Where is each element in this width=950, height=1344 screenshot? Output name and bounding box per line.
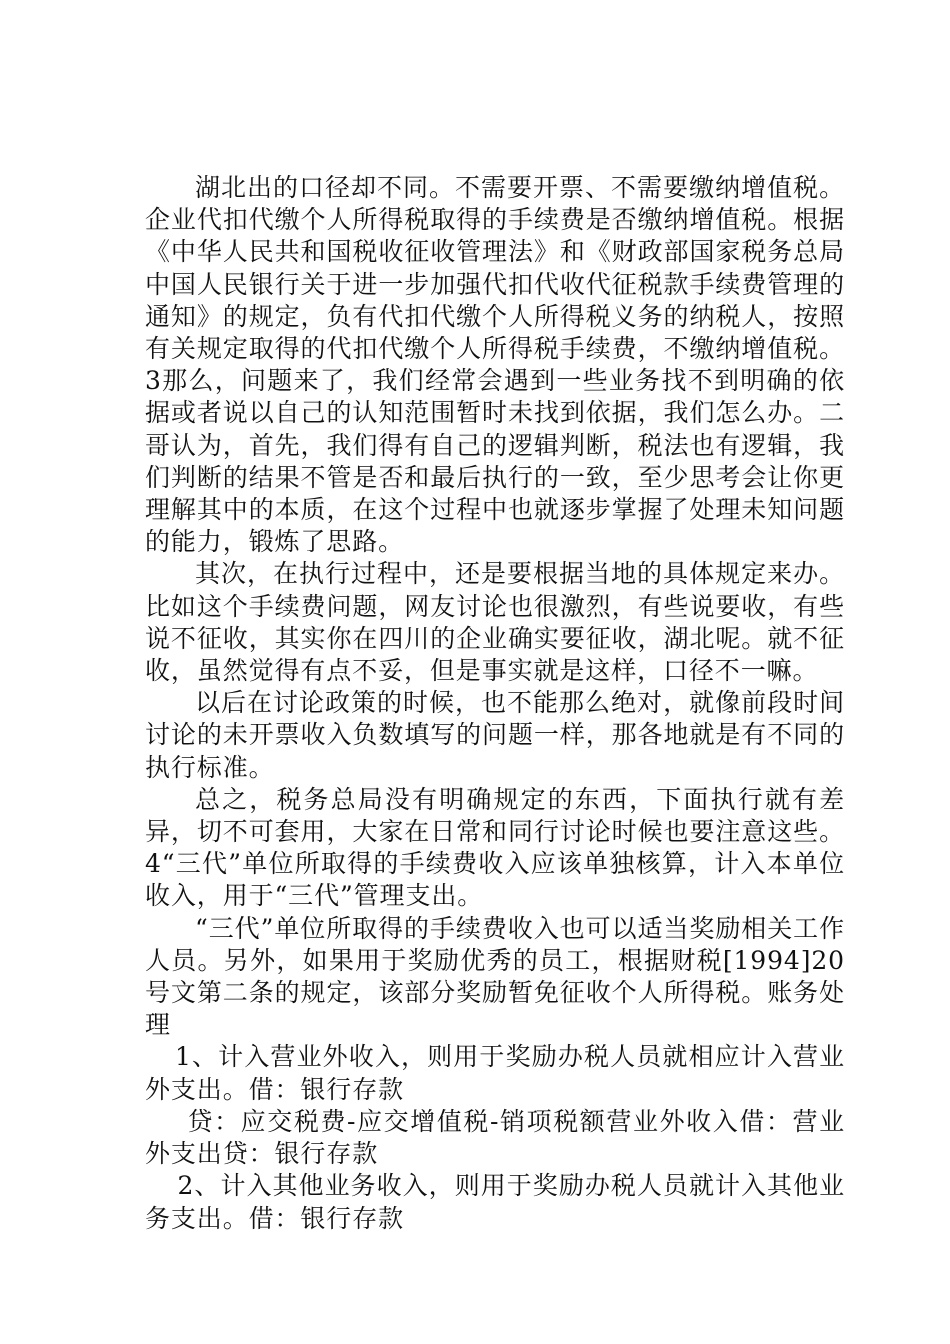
paragraph-entry-credit: 贷：应交税费-应交增值税-销项税额营业外收入借：营业外支出贷：银行存款	[145, 1106, 845, 1169]
paragraph-1: 湖北出的口径却不同。不需要开票、不需要缴纳增值税。企业代扣代缴个人所得税取得的手续费是否缴纳增值税。根据《中华人民共和国税收征收管理法》和《财政部国家税务总局中国人民银行关于进一步加强代扣代收代征税款手续费管理的通知》的规定，负有代扣代缴个人所得税义务的纳税人，按照有关规定取得的代扣代缴个人所得税手续费，不缴纳增值税。3那么，问题来了，我们经常会遇到一些业务找不到明确的依据或者说以自己的认知范围暂时未找到依据，我们怎么办。二哥认为，首先，我们得有自己的逻辑判断，税法也有逻辑，我们判断的结果不管是否和最后执行的一致，至少思考会让你更理解其中的本质，在这个过程中也就逐步掌握了处理未知问题的能力，锻炼了思路。	[145, 173, 845, 557]
paragraph-3: 以后在讨论政策的时候，也不能那么绝对，就像前段时间讨论的未开票收入负数填写的问题一样，那各地就是有不同的执行标准。	[145, 688, 845, 782]
paragraph-5: “三代”单位所取得的手续费收入也可以适当奖励相关工作人员。另外，如果用于奖励优秀的员工，根据财税[1994]20号文第二条的规定，该部分奖励暂免征收个人所得税。账务处理	[145, 913, 845, 1040]
document-body	[145, 172, 845, 1235]
paragraph-entry-2: 2、计入其他业务收入，则用于奖励办税人员就计入其他业务支出。借：银行存款	[145, 1171, 845, 1233]
paragraph-entry-1: 1、计入营业外收入，则用于奖励办税人员就相应计入营业外支出。借：银行存款	[145, 1042, 845, 1104]
paragraph-4: 总之，税务总局没有明确规定的东西，下面执行就有差异，切不可套用，大家在日常和同行讨论时候也要注意这些。4“三代”单位所取得的手续费收入应该单独核算，计入本单位收入，用于“三代”管理支出。	[145, 784, 845, 911]
paragraph-2: 其次，在执行过程中，还是要根据当地的具体规定来办。比如这个手续费问题，网友讨论也很激烈，有些说要收，有些说不征收，其实你在四川的企业确实要征收，湖北呢。就不征收，虽然觉得有点不妥，但是事实就是这样，口径不一嘛。	[145, 559, 845, 686]
